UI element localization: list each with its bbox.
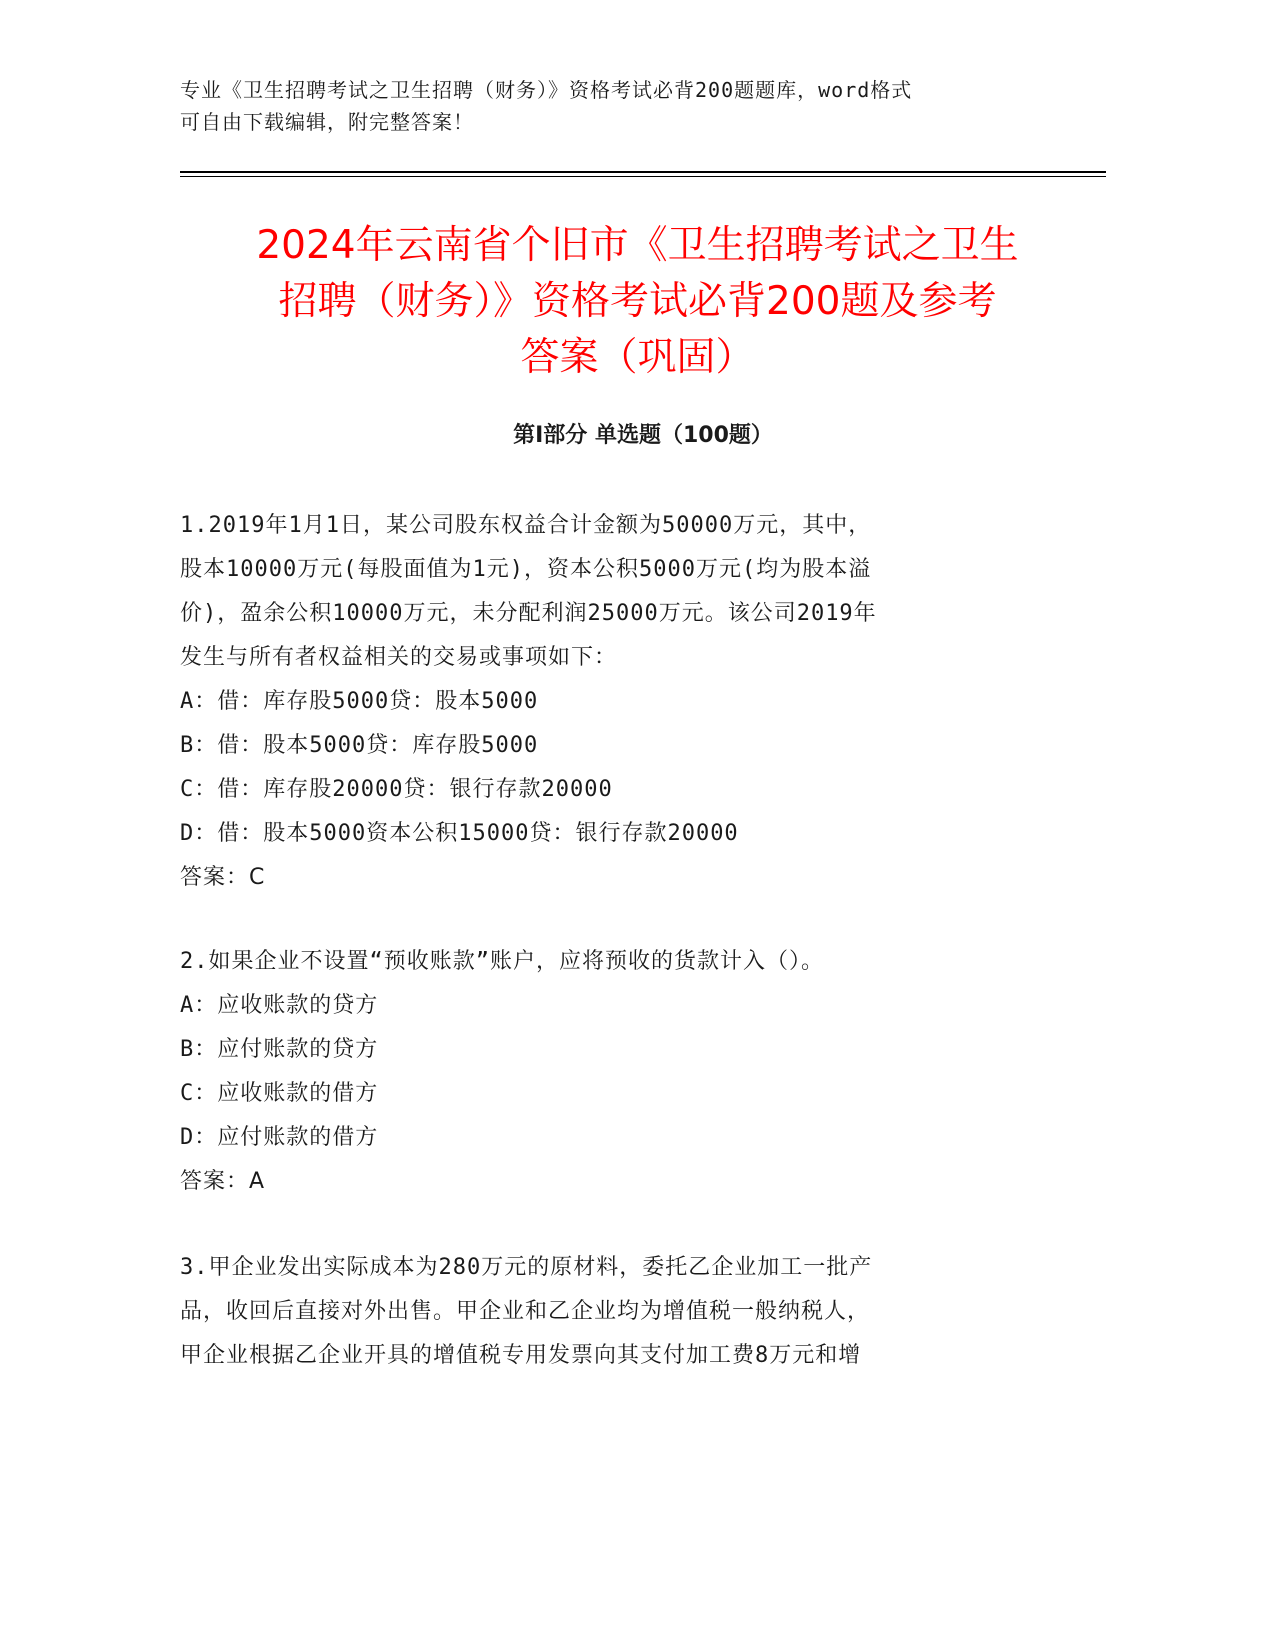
question-1-option-c: C：借：库存股20000贷：银行存款20000: [180, 777, 613, 802]
question-1-option-b: B：借：股本5000贷：库存股5000: [180, 733, 539, 758]
question-2: [180, 940, 1020, 1204]
question-3-stem-line-3: 甲企业根据乙企业开具的增值税专用发票向其支付加工费8万元和增: [180, 1343, 862, 1368]
section-heading: 第Ⅰ部分 单选题（100题）: [513, 423, 773, 448]
header-rule-thick: [180, 171, 1106, 173]
question-3: [180, 1246, 1020, 1378]
document-title-line-2: 招聘（财务）》资格考试必背200题及参考: [278, 279, 997, 324]
question-2-option-b: B：应付账款的贷方: [180, 1037, 379, 1062]
header-note-line-1: 专业《卫生招聘考试之卫生招聘（财务）》资格考试必背200题题库，word格式: [180, 78, 913, 102]
question-1-option-a: A：借：库存股5000贷：股本5000: [180, 689, 539, 714]
question-2-option-a: A：应收账款的贷方: [180, 993, 379, 1018]
header-note-line-2: 可自由下载编辑，附完整答案！: [180, 110, 474, 134]
document-title-line-3: 答案（巩固）: [520, 335, 755, 380]
question-1: [180, 504, 1020, 900]
question-2-answer: 答案：A: [180, 1169, 266, 1194]
question-1-option-d: D：借：股本5000资本公积15000贷：银行存款20000: [180, 821, 739, 846]
question-1-stem-line-3: 价)，盈余公积10000万元，未分配利润25000万元。该公司2019年: [180, 601, 877, 626]
question-1-stem-line-1: 1.2019年1月1日，某公司股东权益合计金额为50000万元，其中，: [180, 513, 872, 538]
header-note: [180, 74, 1060, 138]
question-3-stem-line-2: 品，收回后直接对外出售。甲企业和乙企业均为增值税一般纳税人，: [180, 1299, 871, 1324]
document-title: [150, 218, 1125, 386]
question-1-stem-line-2: 股本10000万元(每股面值为1元)，资本公积5000万元(均为股本溢: [180, 557, 872, 582]
document-title-line-1: 2024年云南省个旧市《卫生招聘考试之卫生: [256, 223, 1019, 268]
question-2-stem-line-1: 2.如果企业不设置“预收账款”账户，应将预收的货款计入（）。: [180, 949, 824, 974]
question-2-option-c: C：应收账款的借方: [180, 1081, 379, 1106]
header-rule-thin: [180, 176, 1106, 177]
question-3-stem-line-1: 3.甲企业发出实际成本为280万元的原材料，委托乙企业加工一批产: [180, 1255, 873, 1280]
question-1-stem-line-4: 发生与所有者权益相关的交易或事项如下：: [180, 645, 618, 670]
question-1-answer: 答案：C: [180, 865, 266, 890]
question-2-option-d: D：应付账款的借方: [180, 1125, 379, 1150]
